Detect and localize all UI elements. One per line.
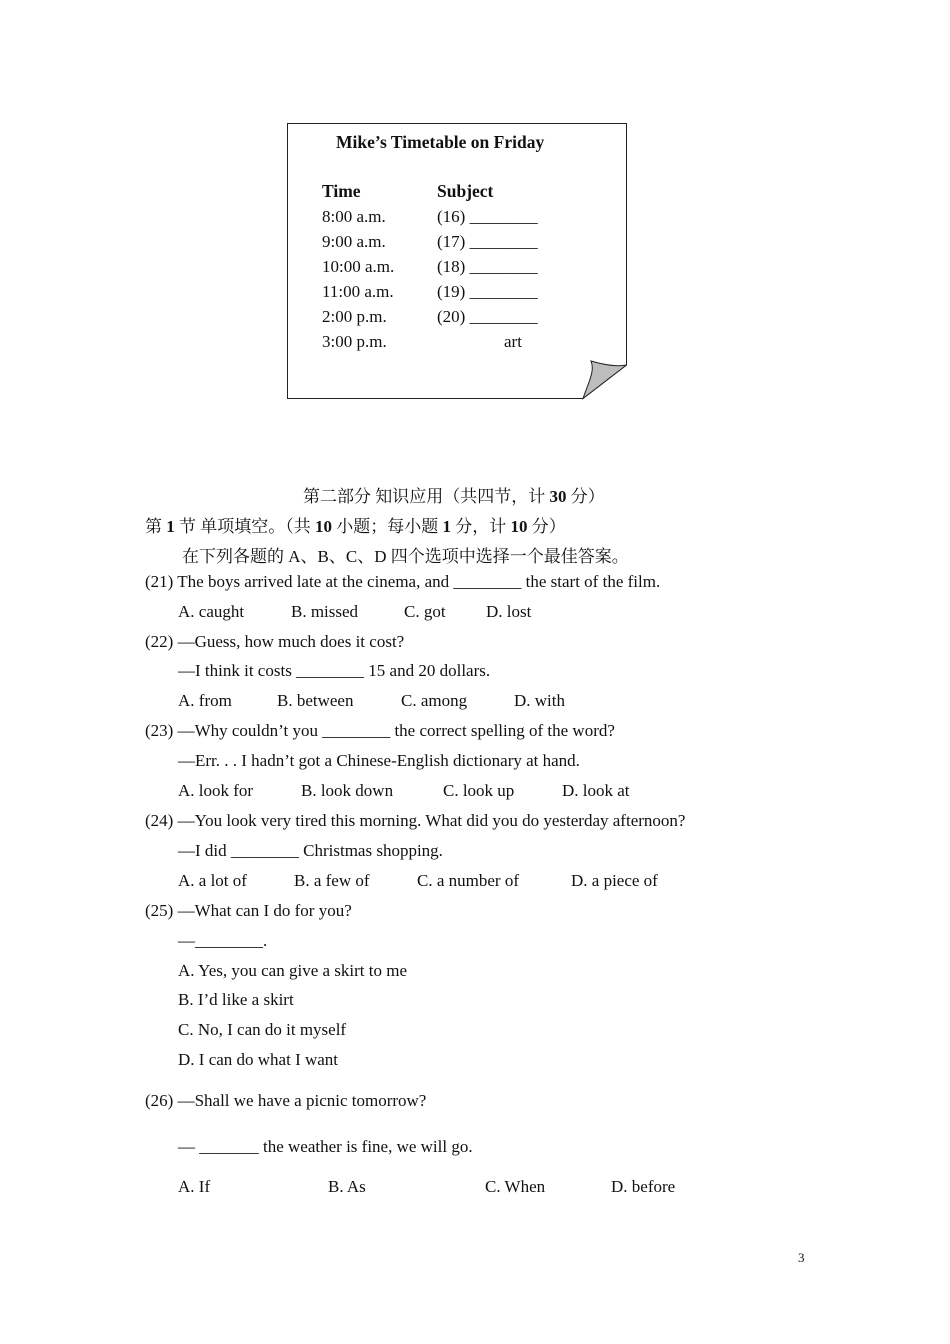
question-stem: (22) —Guess, how much does it cost? [145, 632, 405, 651]
option: D. with [514, 691, 565, 710]
option: D. before [611, 1177, 676, 1196]
option: B. a few of [294, 871, 370, 890]
question-line: — _______ the weather is fine, we will go. [178, 1137, 473, 1156]
question-line: —Err. . . I hadn’t got a Chinese-English dictionary at hand. [178, 751, 580, 770]
row-time: 9:00 a.m. [322, 232, 386, 251]
option: C. a number of [417, 871, 519, 890]
option: C. No, I can do it myself [178, 1020, 347, 1039]
row-subject: (20) ________ [437, 307, 538, 326]
question-line: —I did ________ Christmas shopping. [178, 841, 443, 860]
option: C. look up [443, 781, 515, 800]
row-subject: (19) ________ [437, 282, 538, 301]
row-subject: (18) ________ [437, 257, 538, 276]
option: B. missed [291, 602, 359, 621]
option: C. When [485, 1177, 546, 1196]
option: D. look at [562, 781, 630, 800]
timetable-title: Mike’s Timetable on Friday [336, 132, 545, 152]
row-subject: (16) ________ [437, 207, 538, 226]
option: B. between [277, 691, 354, 710]
page-number: 3 [798, 1250, 805, 1265]
option: D. lost [486, 602, 532, 621]
option: A. from [178, 691, 232, 710]
timetable-card [287, 123, 627, 399]
option: A. caught [178, 602, 245, 621]
row-time: 3:00 p.m. [322, 332, 387, 351]
question-stem: (24) —You look very tired this morning. What did you do yesterday afternoon? [145, 811, 686, 830]
instruction: 在下列各题的 A、B、C、D 四个选项中选择一个最佳答案。 [182, 547, 629, 566]
col-time-header: Time [322, 181, 361, 201]
question-stem: (25) —What can I do for you? [145, 901, 352, 920]
question-stem: (26) —Shall we have a picnic tomorrow? [145, 1091, 427, 1110]
option: B. As [328, 1177, 366, 1196]
option: B. look down [301, 781, 394, 800]
row-subject: (17) ________ [437, 232, 538, 251]
col-subject-header: Subject [437, 181, 494, 201]
option: C. among [401, 691, 468, 710]
option: C. got [404, 602, 446, 621]
row-time: 2:00 p.m. [322, 307, 387, 326]
part2-heading: 第二部分 知识应用（共四节，计 30 分） [303, 487, 605, 506]
row-subject: art [504, 332, 522, 351]
row-time: 11:00 a.m. [322, 282, 394, 301]
option: D. a piece of [571, 871, 658, 890]
option: A. If [178, 1177, 211, 1196]
section-heading: 第 1 节 单项填空。（共 10 小题；每小题 1 分，计 10 分） [145, 517, 566, 536]
option: D. I can do what I want [178, 1050, 339, 1069]
row-time: 10:00 a.m. [322, 257, 395, 276]
option: A. a lot of [178, 871, 247, 890]
option: B. I’d like a skirt [178, 990, 294, 1009]
question-stem: (23) —Why couldn’t you ________ the correct spelling of the word? [145, 721, 615, 740]
row-time: 8:00 a.m. [322, 207, 386, 226]
option: A. Yes, you can give a skirt to me [178, 961, 408, 980]
question-line: —________. [178, 931, 268, 950]
option: A. look for [178, 781, 254, 800]
question-stem: (21) The boys arrived late at the cinema, and ________ the start of the film. [145, 572, 661, 591]
question-line: —I think it costs ________ 15 and 20 dollars. [178, 661, 491, 680]
